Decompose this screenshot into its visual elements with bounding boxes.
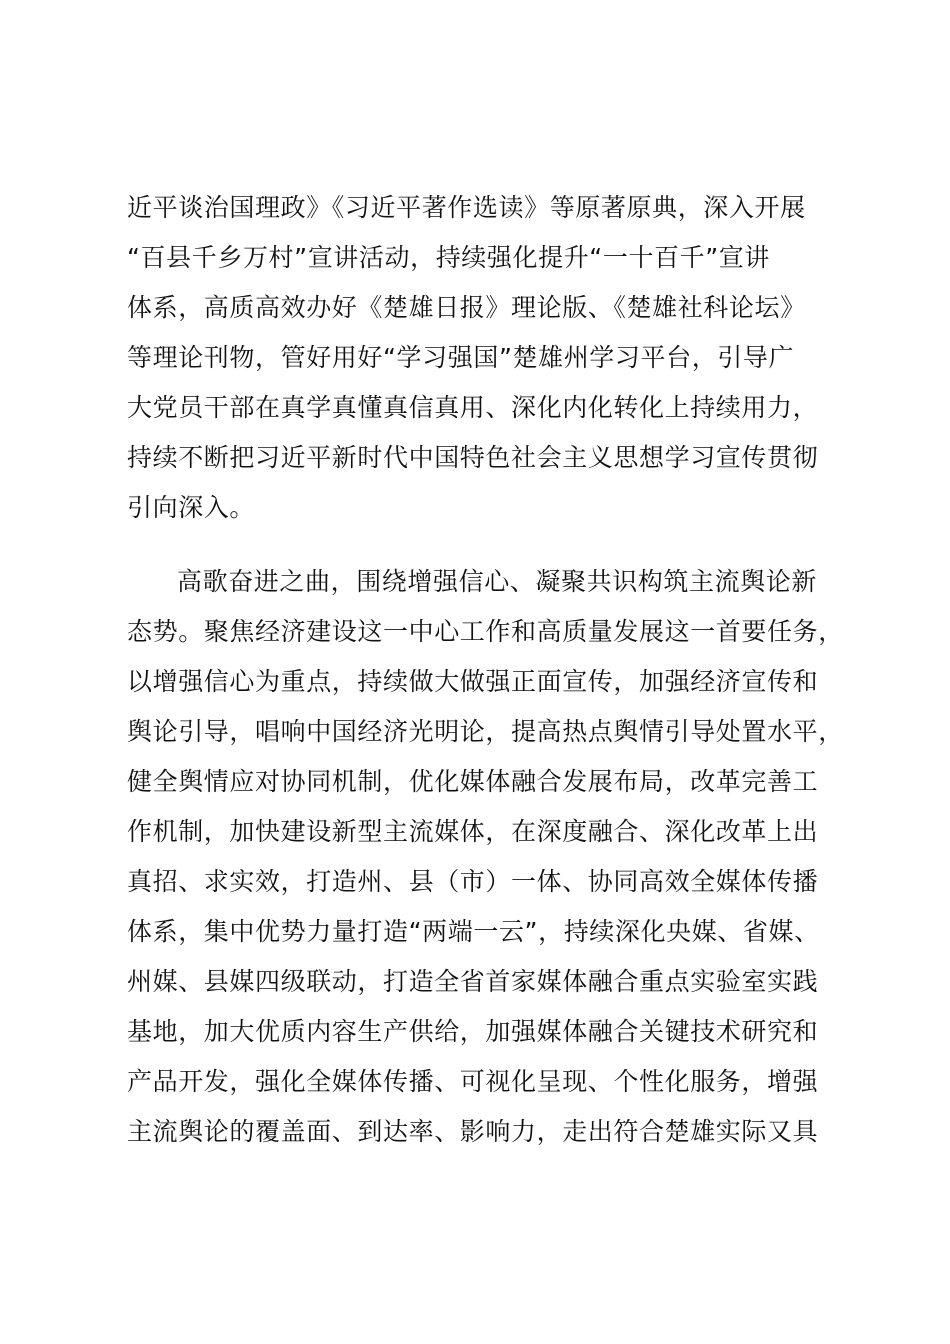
paragraph-line: 态势。聚焦经济建设这一中心工作和高质量发展这一首要任务，	[127, 617, 844, 646]
paragraph-line: 等理论刊物，管好用好“学习强国”楚雄州学习平台，引导广	[127, 343, 795, 372]
paragraph-line: “百县千乡万村”宣讲活动，持续强化提升“一十百千”宣讲	[127, 243, 771, 272]
paragraph-line: 以增强信心为重点，持续做大做强正面宣传，加强经济宣传和	[127, 667, 819, 696]
paragraph-line: 持续不断把习近平新时代中国特色社会主义思想学习宣传贯彻	[127, 443, 819, 472]
paragraph-line: 近平谈治国理政》《习近平著作选读》等原著原典，深入开展	[127, 193, 806, 222]
paragraph-spacer	[127, 533, 847, 557]
paragraph-line: 舆论引导，唱响中国经济光明论，提高热点舆情引导处置水平，	[127, 717, 844, 746]
paragraph-line: 真招、求实效，打造州、县（市）一体、协同高效全媒体传播	[127, 867, 819, 896]
paragraph-line: 体系，高质高效办好《楚雄日报》理论版、《楚雄社科论坛》	[127, 293, 806, 322]
paragraph-line: 主流舆论的覆盖面、到达率、影响力，走出符合楚雄实际又具	[127, 1117, 819, 1146]
paragraph-line: 引向深入。	[127, 493, 256, 522]
paragraph-line: 作机制，加快建设新型主流媒体，在深度融合、深化改革上出	[127, 817, 819, 846]
document-body	[127, 183, 847, 1157]
paragraph-1	[127, 183, 847, 533]
paragraph-line: 大党员干部在真学真懂真信真用、深化内化转化上持续用力，	[127, 393, 819, 422]
paragraph-2	[127, 557, 847, 1157]
paragraph-line: 体系，集中优势力量打造“两端一云”，持续深化央媒、省媒、	[127, 917, 820, 946]
paragraph-line: 高歌奋进之曲，围绕增强信心、凝聚共识构筑主流舆论新	[177, 567, 818, 596]
paragraph-line: 基地，加大优质内容生产供给，加强媒体融合关键技术研究和	[127, 1017, 819, 1046]
paragraph-line: 产品开发，强化全媒体传播、可视化呈现、个性化服务，增强	[127, 1067, 819, 1096]
paragraph-line: 州媒、县媒四级联动，打造全省首家媒体融合重点实验室实践	[127, 967, 819, 996]
paragraph-line: 健全舆情应对协同机制，优化媒体融合发展布局，改革完善工	[127, 767, 819, 796]
